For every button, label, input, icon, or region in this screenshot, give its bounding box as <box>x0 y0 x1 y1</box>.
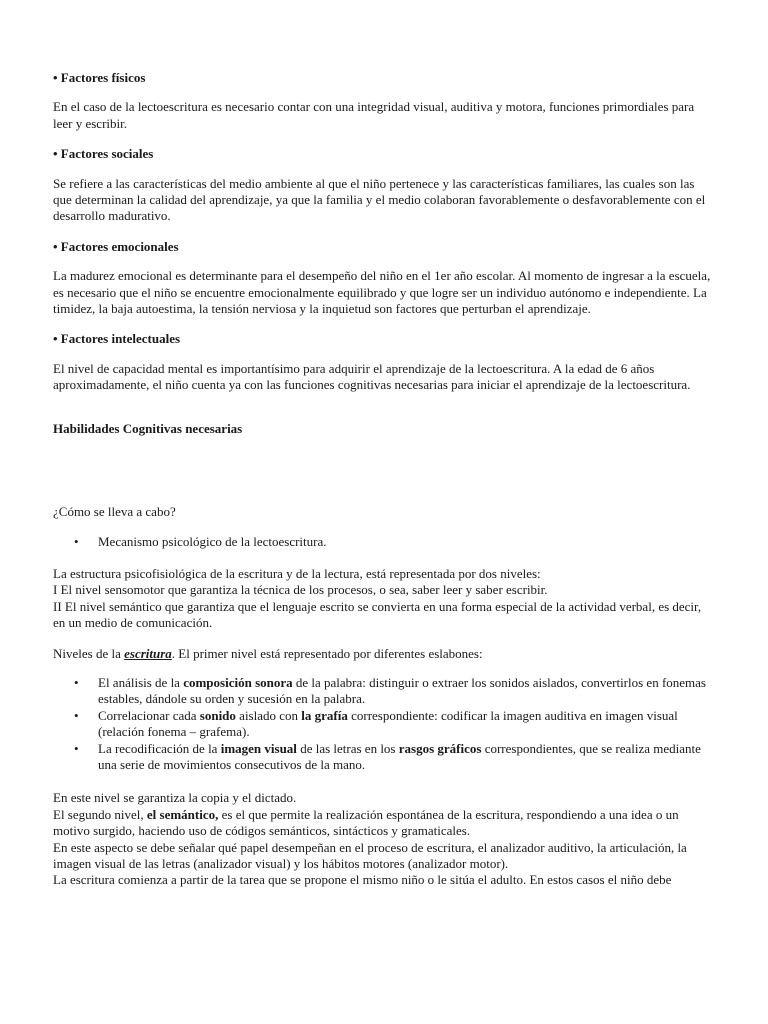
paragraph-factores-emocionales: La madurez emocional es determinante para el desempeño del niño en el 1er año escolar. Al momento de ingresar a la escuela, es necesario que el niño se encuentre emocionalmente equilibrado y que logre ser un individuo autónomo e independiente. La timidez, la baja autoestima, la tensión nerviosa y la inquietud son factores que perturban el aprendizaje. <box>53 268 711 317</box>
list-item: • Mecanismo psicológico de la lectoescritura. <box>53 534 713 550</box>
final-bold: el semántico, <box>146 806 219 822</box>
final-text: El segundo nivel, <box>53 806 147 822</box>
item-text: La recodificación de la <box>98 740 221 756</box>
item-text: aislado con <box>235 707 302 723</box>
question-como: ¿Cómo se lleva a cabo? <box>53 504 176 520</box>
final-line <box>53 807 713 840</box>
final-line: En este nivel se garantiza la copia y el dictado. <box>53 790 297 806</box>
heading-factores-sociales: • Factores sociales <box>53 146 154 162</box>
paragraph-niveles <box>53 646 713 662</box>
niveles-prefix: Niveles de la <box>53 645 125 661</box>
item-text: Correlacionar cada <box>98 707 200 723</box>
paragraph-factores-intelectuales: El nivel de capacidad mental es importantísimo para adquirir el aprendizaje de la lectoescritura. A la edad de 6 años aproximadamente, el niño cuenta ya con las funciones cognitivas necesarias para iniciar el aprendizaje de la lectoescritura. <box>53 360 691 393</box>
list-item <box>53 675 713 708</box>
estructura-line: II El nivel semántico que garantiza que el lenguaje escrito se convierta en una forma especial de la actividad verbal, es decir, en un medio de comunicación. <box>53 598 702 631</box>
item-text: de las letras en los <box>296 740 399 756</box>
heading-factores-fisicos: • Factores físicos <box>53 70 146 85</box>
item-bold: sonido <box>199 707 236 723</box>
estructura-line: La estructura psicofisiológica de la escritura y de la lectura, está representada por dos niveles: <box>53 565 541 581</box>
item-bold: imagen visual <box>220 740 297 756</box>
final-text: es el que permite la realización espontánea de la escritura, respondiendo a una idea o un motivo surgido, haciendo uso de códigos semánticos, sintácticos y gramaticales. <box>53 806 679 839</box>
final-line: La escritura comienza a partir de la tarea que se propone el mismo niño o le sitúa el adulto. En estos casos el niño debe <box>53 872 672 888</box>
paragraph-estructura <box>53 566 713 632</box>
item-text: correspondientes, que se realiza mediante una serie de movimientos consecutivos de la mano. <box>98 740 701 772</box>
heading-habilidades-cognitivas: Habilidades Cognitivas necesarias <box>53 420 243 436</box>
item-text: correspondiente: codificar la imagen auditiva en imagen visual (relación fonema – grafema). <box>98 707 678 740</box>
niveles-suffix: . El primer nivel está representado por diferentes eslabones: <box>171 645 483 661</box>
niveles-emphasis: escritura <box>124 645 172 661</box>
item-bold: la grafía <box>301 707 348 723</box>
item-bold: composición sonora <box>183 674 293 690</box>
estructura-line: I El nivel sensomotor que garantiza la técnica de los procesos, o sea, saber leer y saber escribir. <box>53 582 548 598</box>
heading-factores-emocionales: • Factores emocionales <box>53 238 179 254</box>
list-mecanismo <box>53 534 713 550</box>
document-body <box>53 70 713 889</box>
item-text: de la palabra: distinguir o extraer los sonidos aislados, convertirlos en fonemas estables, dándole su orden y sucesión en la palabra. <box>98 674 706 707</box>
item-text: El análisis de la <box>98 674 184 690</box>
heading-factores-intelectuales: • Factores intelectuales <box>53 331 181 347</box>
paragraph-final <box>53 790 713 888</box>
paragraph-factores-fisicos: En el caso de la lectoescritura es necesario contar con una integridad visual, auditiva y motora, funciones primordiales para leer y escribir. <box>53 99 695 131</box>
list-item <box>53 708 713 741</box>
final-line: En este aspecto se debe señalar qué papel desempeñan en el proceso de escritura, el analizador auditivo, la articulación, la imagen visual de las letras (analizador visual) y los hábitos motores (analizador motor). <box>53 839 687 871</box>
paragraph-factores-sociales: Se refiere a las características del medio ambiente al que el niño pertenece y las características familiares, las cuales son las que determinan la calidad del aprendizaje, ya que la familia y el medio colaboran favorablemente o desfavorablemente con el desarrollo madurativo. <box>53 175 706 224</box>
list-item <box>53 741 713 774</box>
list-eslabones <box>53 675 713 773</box>
item-bold: rasgos gráficos <box>398 740 482 756</box>
